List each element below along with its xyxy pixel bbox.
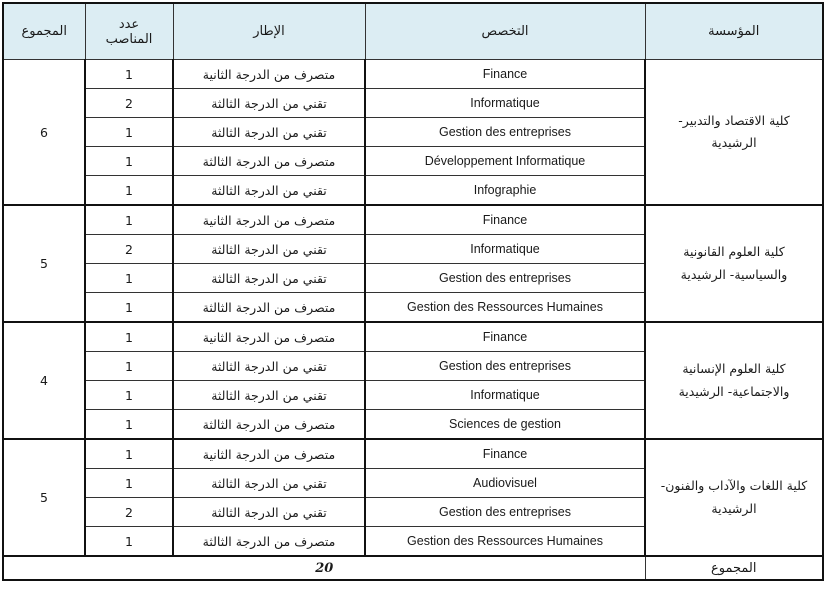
institution-cell: كلية اللغات والآداب والفنون- الرشيدية — [645, 439, 823, 556]
group-total: 5 — [3, 439, 85, 556]
header-grade: الإطار — [173, 3, 365, 60]
positions-count: 1 — [85, 205, 173, 235]
grade-cell: متصرف من الدرجة الثانية — [173, 322, 365, 352]
grade-cell: متصرف من الدرجة الثالثة — [173, 147, 365, 176]
institution-cell: كلية العلوم الإنسانية والاجتماعية- الرشيدية — [645, 322, 823, 439]
group-total: 6 — [3, 60, 85, 206]
specialty-cell: Finance — [365, 205, 645, 235]
group-total: 4 — [3, 322, 85, 439]
positions-count: 1 — [85, 410, 173, 440]
specialty-cell: Informatique — [365, 381, 645, 410]
specialty-cell: Gestion des entreprises — [365, 118, 645, 147]
specialty-cell: Finance — [365, 439, 645, 469]
grade-cell: متصرف من الدرجة الثانية — [173, 205, 365, 235]
grade-cell: تقني من الدرجة الثالثة — [173, 89, 365, 118]
positions-table — [2, 2, 824, 581]
positions-count: 1 — [85, 439, 173, 469]
positions-count: 1 — [85, 60, 173, 89]
specialty-cell: Gestion des Ressources Humaines — [365, 293, 645, 323]
grade-cell: تقني من الدرجة الثالثة — [173, 264, 365, 293]
positions-count: 2 — [85, 89, 173, 118]
grand-total: 20 — [3, 556, 645, 580]
group-total: 5 — [3, 205, 85, 322]
table-row — [3, 322, 823, 352]
footer-row — [3, 556, 823, 580]
table-row — [3, 60, 823, 89]
specialty-cell: Audiovisuel — [365, 469, 645, 498]
grade-cell: تقني من الدرجة الثالثة — [173, 118, 365, 147]
header-specialty: التخصص — [365, 3, 645, 60]
positions-count: 1 — [85, 527, 173, 557]
specialty-cell: Gestion des entreprises — [365, 498, 645, 527]
grade-cell: تقني من الدرجة الثالثة — [173, 498, 365, 527]
positions-count: 1 — [85, 322, 173, 352]
positions-count: 2 — [85, 235, 173, 264]
positions-count: 1 — [85, 118, 173, 147]
specialty-cell: Informatique — [365, 235, 645, 264]
positions-count: 1 — [85, 381, 173, 410]
positions-count: 1 — [85, 352, 173, 381]
grade-cell: متصرف من الدرجة الثانية — [173, 60, 365, 89]
grade-cell: متصرف من الدرجة الثانية — [173, 439, 365, 469]
institution-cell: كلية الاقتصاد والتدبير- الرشيدية — [645, 60, 823, 206]
institution-cell: كلية العلوم القانونية والسياسية- الرشيدية — [645, 205, 823, 322]
specialty-cell: Gestion des entreprises — [365, 264, 645, 293]
header-total: المجموع — [3, 3, 85, 60]
grade-cell: تقني من الدرجة الثالثة — [173, 235, 365, 264]
positions-count: 1 — [85, 293, 173, 323]
table-row — [3, 205, 823, 235]
header-count: عدد المناصب — [85, 3, 173, 60]
table-body — [3, 60, 823, 557]
grade-cell: تقني من الدرجة الثالثة — [173, 381, 365, 410]
positions-count: 1 — [85, 469, 173, 498]
footer-label: المجموع — [645, 556, 823, 580]
positions-count: 2 — [85, 498, 173, 527]
specialty-cell: Infographie — [365, 176, 645, 206]
specialty-cell: Gestion des entreprises — [365, 352, 645, 381]
grade-cell: تقني من الدرجة الثالثة — [173, 352, 365, 381]
header-row — [3, 3, 823, 60]
specialty-cell: Développement Informatique — [365, 147, 645, 176]
table-row — [3, 439, 823, 469]
specialty-cell: Finance — [365, 322, 645, 352]
specialty-cell: Sciences de gestion — [365, 410, 645, 440]
grade-cell: متصرف من الدرجة الثالثة — [173, 527, 365, 557]
specialty-cell: Finance — [365, 60, 645, 89]
header-institution: المؤسسة — [645, 3, 823, 60]
grade-cell: متصرف من الدرجة الثالثة — [173, 410, 365, 440]
positions-count: 1 — [85, 147, 173, 176]
positions-count: 1 — [85, 264, 173, 293]
grade-cell: تقني من الدرجة الثالثة — [173, 469, 365, 498]
specialty-cell: Informatique — [365, 89, 645, 118]
grade-cell: تقني من الدرجة الثالثة — [173, 176, 365, 206]
specialty-cell: Gestion des Ressources Humaines — [365, 527, 645, 557]
positions-count: 1 — [85, 176, 173, 206]
grade-cell: متصرف من الدرجة الثالثة — [173, 293, 365, 323]
